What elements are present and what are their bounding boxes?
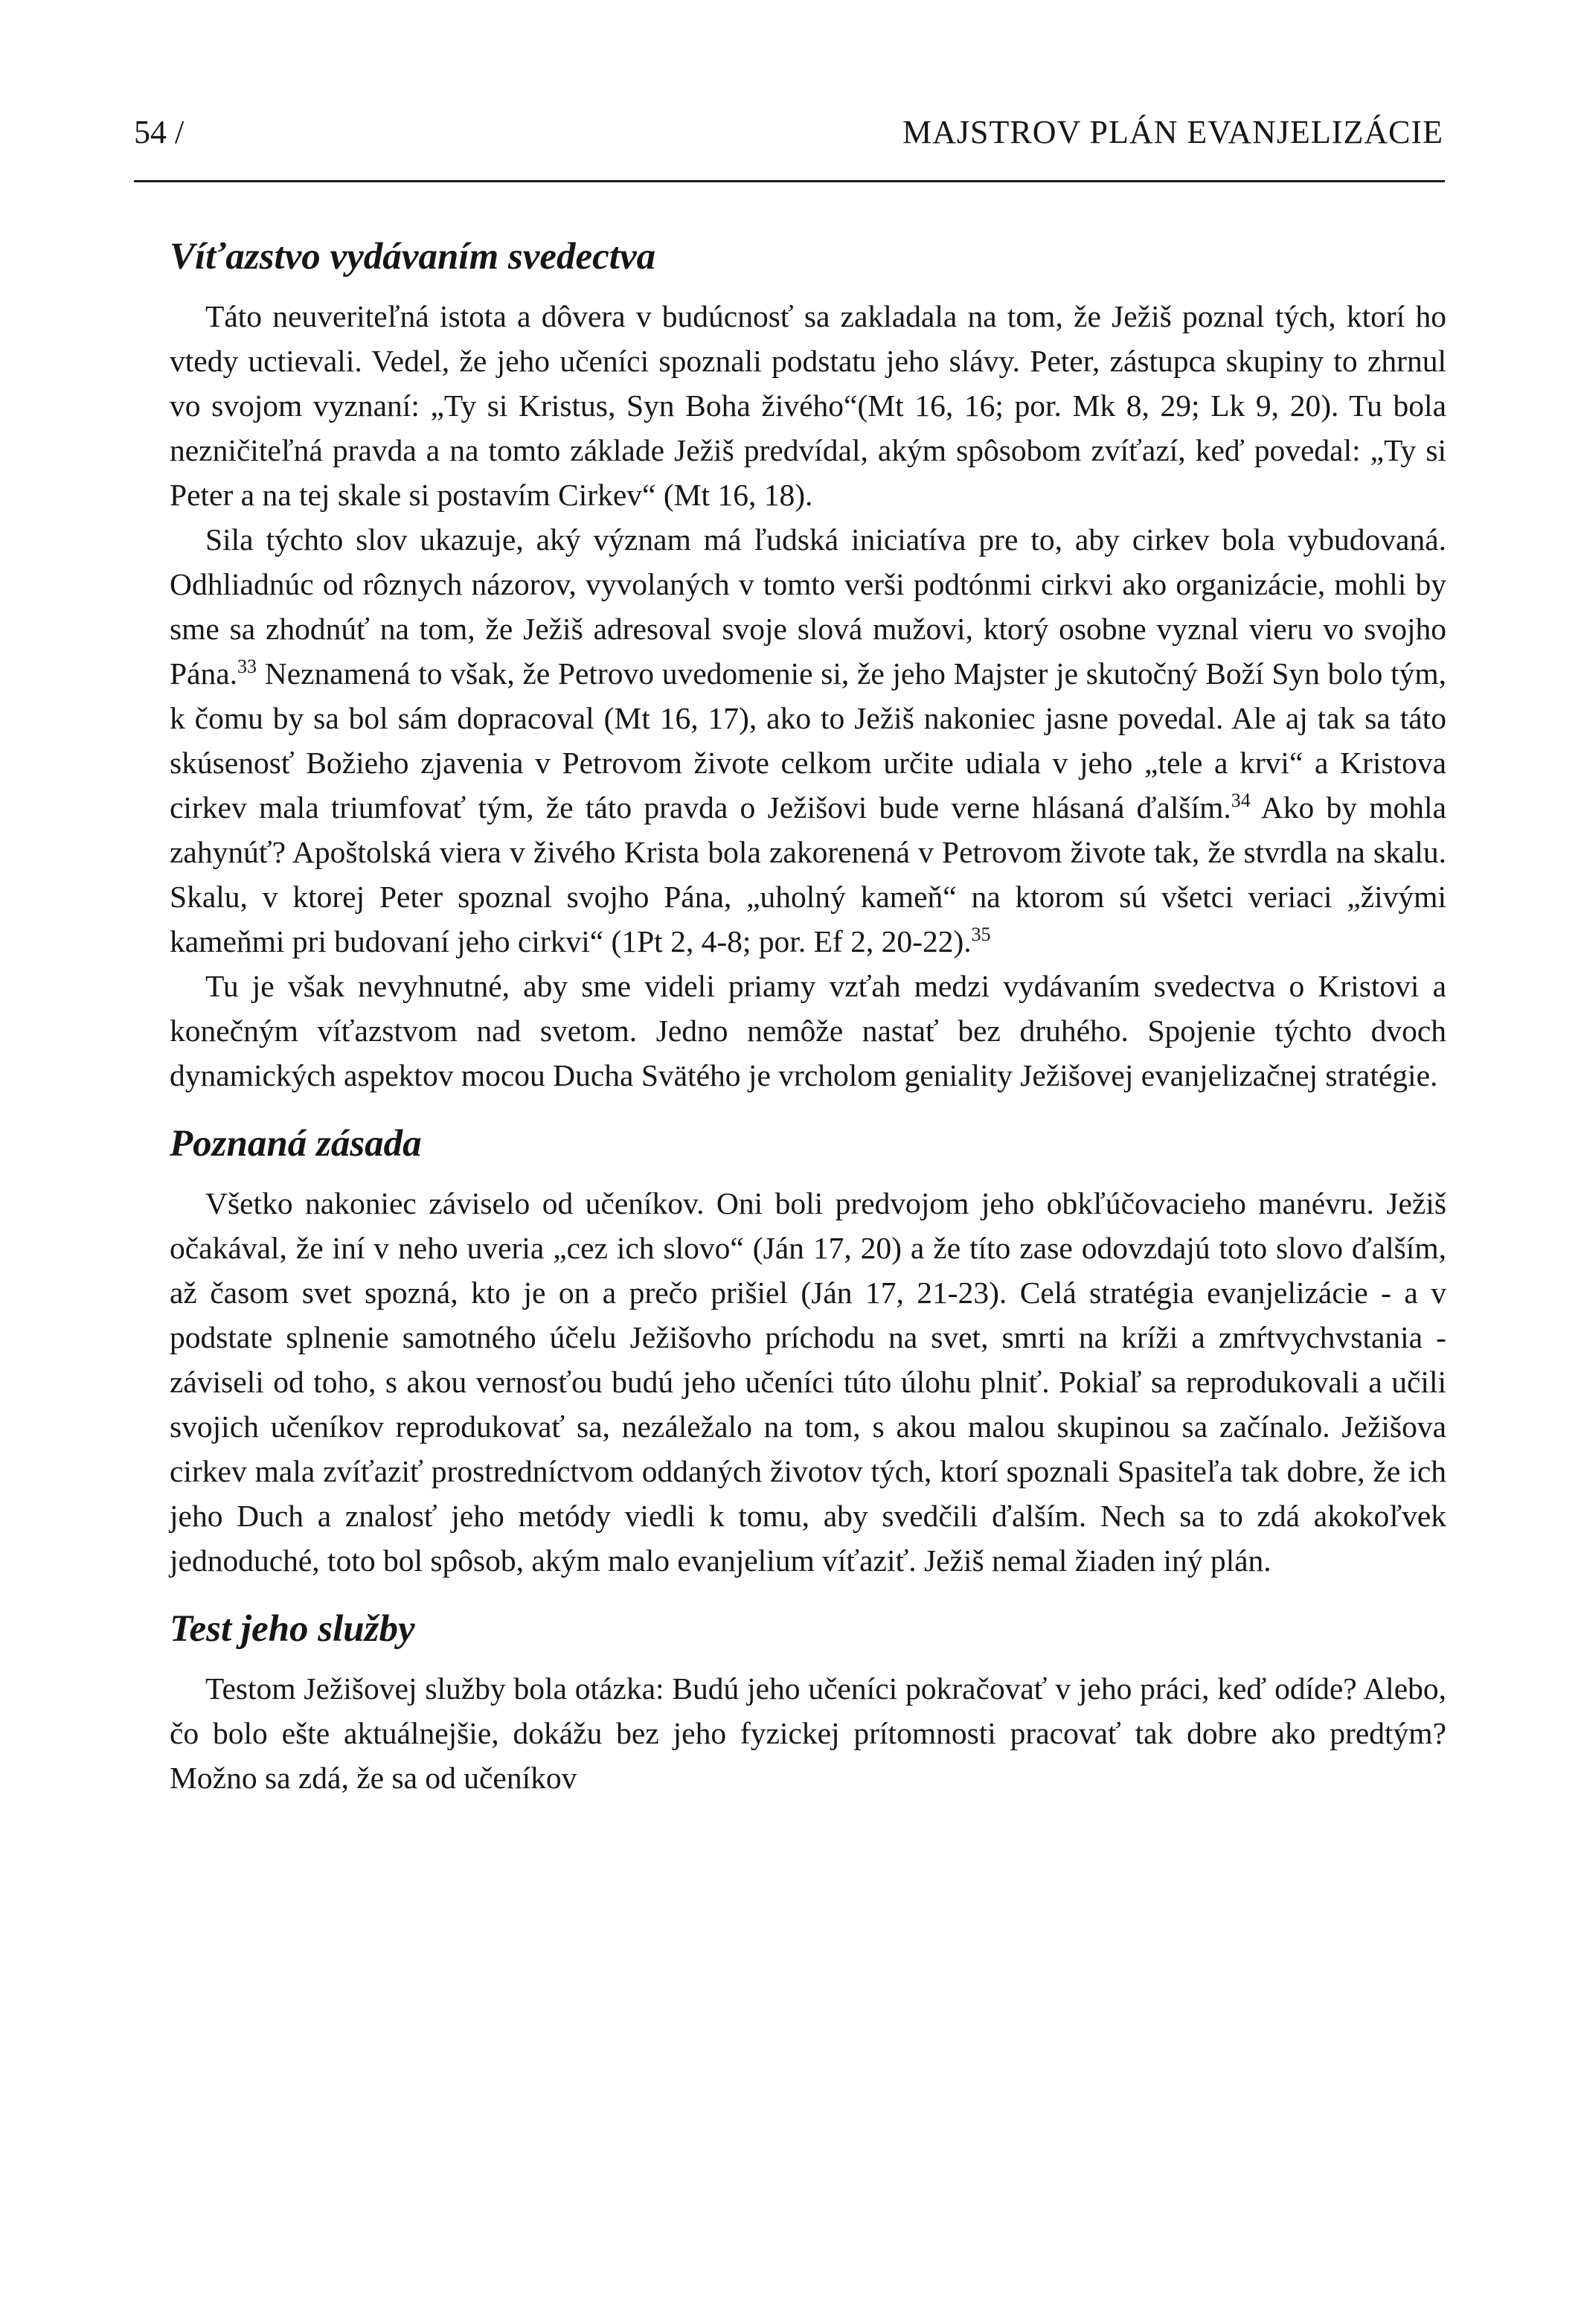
section-heading-test-jeho-sluzby: Test jeho služby (170, 1608, 415, 1650)
page-body (170, 227, 1446, 1800)
book-title: MAJSTROV PLÁN EVANJELIZÁCIE (902, 114, 1443, 150)
paragraph (170, 294, 1446, 517)
section-heading-poznana-zasada: Poznaná zásada (170, 1123, 422, 1165)
page-number: 54 / (134, 114, 185, 150)
paragraph-text: Sila týchto slov ukazuje, aký význam má ľudská iniciatíva pre to, aby cirkev bola vybudovaná. Odhliadnúc od rôznych názorov, vyvolaných v tomto verši podtónmi cirkvi ako organizácie, mohli by sme sa zhodnúť na tom, že Ježiš adresoval svoje slová mužovi, ktorý osobne vyznal vieru vo svojho Pána. (170, 522, 1446, 691)
footnote-marker: 33 (237, 656, 257, 678)
footnote-marker: 34 (1231, 790, 1251, 812)
paragraph-text: Testom Ježišovej služby bola otázka: Budú jeho učeníci pokračovať v jeho práci, keď odíde? Alebo, čo bolo ešte aktuálnejšie, dokážu bez jeho fyzickej prítomnosti pracovať tak dobre ako predtým? Možno sa zdá, že sa od učeníkov (170, 1671, 1446, 1795)
running-header (134, 112, 1443, 164)
section-heading-vitazstvo: Víťazstvo vydávaním svedectva (170, 236, 656, 278)
paragraph (170, 517, 1446, 964)
paragraph-text: Neznamená to však, že Petrovo uvedomenie si, že jeho Majster je skutočný Boží Syn bolo tým, k čomu by sa bol sám dopracoval (Mt 16, 17), ako to Ježiš nakoniec jasne povedal. Ale aj tak sa táto skúsenosť Božieho zjavenia v Petrovom živote celkom určite udiala v jeho „tele a krvi“ a Kristova cirkev mala triumfovať tým, že táto pravda o Ježišovi bude verne hlásaná ďalším. (170, 656, 1446, 825)
paragraph (170, 964, 1446, 1098)
header-rule (134, 180, 1445, 182)
paragraph-text: Všetko nakoniec záviselo od učeníkov. Oni boli predvojom jeho obkľúčovacieho manévru. Ježiš očakával, že iní v neho uveria „cez ich slovo“ (Ján 17, 20) a že títo zase odovzdajú toto slovo ďalším, až časom svet spozná, kto je on a prečo prišiel (Ján 17, 21-23). Celá stratégia evanjelizácie - a v podstate splnenie samotného účelu Ježišovho príchodu na svet, smrti na kríži a zmŕtvychvstania - záviseli od toho, s akou vernosťou budú jeho učeníci túto úlohu plniť. Pokiaľ sa reprodukovali a učili svojich učeníkov reprodukovať sa, nezáležalo na tom, s akou malou skupinou sa začínalo. Ježišova cirkev mala zvíťaziť prostredníctvom oddaných životov tých, ktorí spoznali Spasiteľa tak dobre, že ich jeho Duch a znalosť jeho metódy viedli k tomu, aby svedčili ďalším. Nech sa to zdá akokoľvek jednoduché, toto bol spôsob, akým malo evanjelium víťaziť. Ježiš nemal žiaden iný plán. (170, 1186, 1446, 1578)
paragraph (170, 1666, 1446, 1800)
paragraph (170, 1181, 1446, 1583)
paragraph-text: Ako by mohla zahynúť? Apoštolská viera v živého Krista bola zakorenená v Petrovom živote tak, že stvrdla na skalu. Skalu, v ktorej Peter spoznal svojho Pána, „uholný kameň“ na ktorom sú všetci veriaci „živými kameňmi pri budovaní jeho cirkvi“ (1Pt 2, 4-8; por. Ef 2, 20-22). (170, 790, 1446, 958)
paragraph-text: Tu je však nevyhnutné, aby sme videli priamy vzťah medzi vydávaním svedectva o Kristovi a konečným víťazstvom nad svetom. Jedno nemôže nastať bez druhého. Spojenie týchto dvoch dynamických aspektov mocou Ducha Svätého je vrcholom geniality Ježišovej evanjelizačnej stratégie. (170, 969, 1446, 1092)
footnote-marker: 35 (971, 923, 991, 946)
paragraph-text: Táto neuveriteľná istota a dôvera v budúcnosť sa zakladala na tom, že Ježiš poznal tých, ktorí ho vtedy uctievali. Vedel, že jeho učeníci spoznali podstatu jeho slávy. Peter, zástupca skupiny to zhrnul vo svojom vyznaní: „Ty si Kristus, Syn Boha živého“(Mt 16, 16; por. Mk 8, 29; Lk 9, 20). Tu bola nezničiteľná pravda a na tomto základe Ježiš predvídal, akým spôsobom zvíťazí, keď povedal: „Ty si Peter a na tej skale si postavím Cirkev“ (Mt 16, 18). (170, 299, 1446, 512)
